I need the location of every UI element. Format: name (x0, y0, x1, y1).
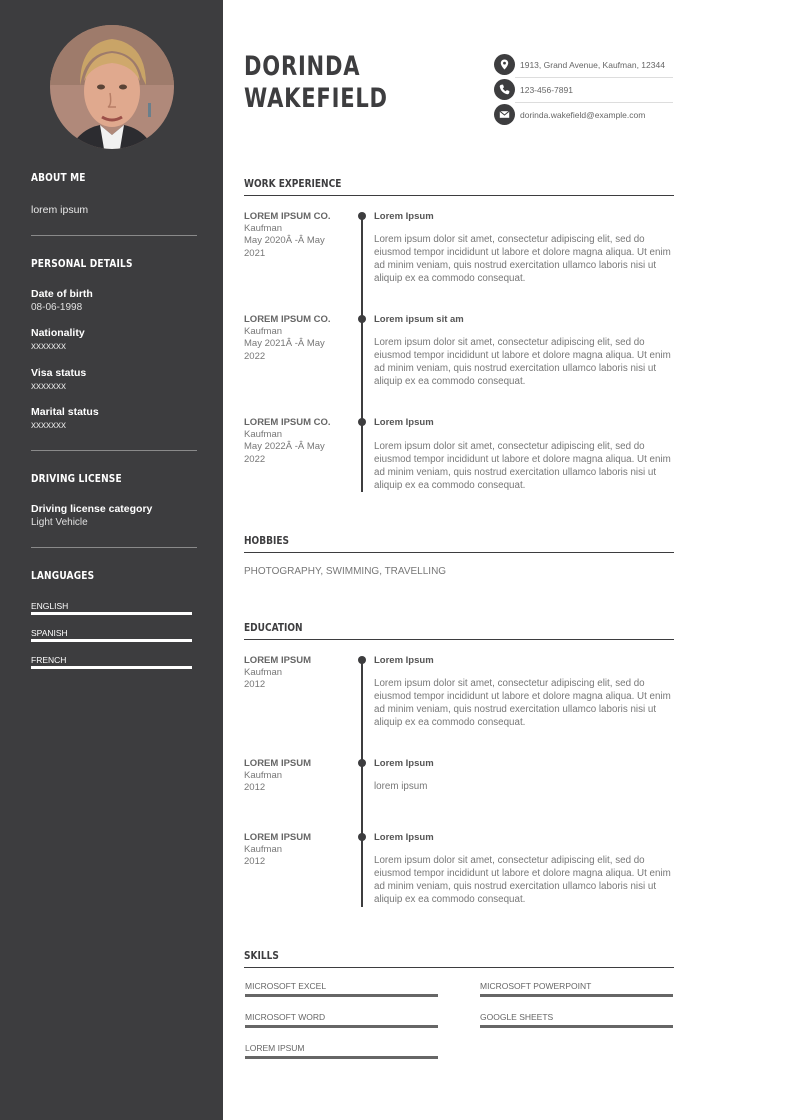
envelope-icon (494, 104, 515, 125)
education-description: Lorem ipsum dolor sit amet, consectetur adipiscing elit, sed do eiusmod tempor incididunt ut labore et dolore magna aliqua. Ut enim ad minim veniam, quis nostrud exercitation ullamco laboris nisi ut aliquip ex ea commodo consequat. (374, 855, 671, 905)
divider (31, 450, 197, 451)
skill-label: MICROSOFT EXCEL (245, 981, 327, 991)
work-org: LOREM IPSUM CO. (244, 417, 331, 428)
hobbies-heading: HOBBIES (244, 534, 289, 547)
skill-level-bar (245, 994, 438, 997)
first-name: DORINDA (244, 51, 361, 82)
work-dates: May 2021Â -Â May 2022 (244, 338, 325, 362)
education-dates: 2012 (244, 782, 266, 793)
education-title: Lorem Ipsum (374, 655, 434, 666)
skill-label: GOOGLE SHEETS (480, 1012, 554, 1022)
work-description: Lorem ipsum dolor sit amet, consectetur adipiscing elit, sed do eiusmod tempor incididunt ut labore et dolore magna aliqua. Ut enim ad minim veniam, quis nostrud exercitation ullamco laboris nisi ut aliquip ex ea commodo consequat. (374, 441, 671, 491)
location-pin-icon (494, 54, 515, 75)
dob-value: 08-06-1998 (31, 302, 83, 313)
nationality-label: Nationality (31, 327, 85, 339)
work-title: Lorem ipsum sit am (374, 314, 464, 325)
visa-label: Visa status (31, 367, 87, 379)
education-location: Kaufman (244, 844, 283, 855)
timeline-dot (358, 315, 366, 323)
work-experience-heading: WORK EXPERIENCE (244, 177, 342, 190)
section-rule (244, 639, 674, 640)
phone-text: 123-456-7891 (520, 85, 573, 95)
skill-level-bar (480, 994, 673, 997)
timeline-dot (358, 833, 366, 841)
marital-value: xxxxxxx (31, 420, 66, 431)
education-dates: 2012 (244, 679, 266, 690)
education-heading: EDUCATION (244, 621, 303, 634)
education-title: Lorem Ipsum (374, 832, 434, 843)
timeline-dot (358, 212, 366, 220)
skill-level-bar (480, 1025, 673, 1028)
work-org: LOREM IPSUM CO. (244, 314, 331, 325)
driving-category-value: Light Vehicle (31, 517, 88, 528)
phone-icon (494, 79, 515, 100)
timeline-dot (358, 759, 366, 767)
dob-label: Date of birth (31, 288, 93, 300)
marital-label: Marital status (31, 406, 99, 418)
work-location: Kaufman (244, 429, 283, 440)
language-level-bar (31, 666, 192, 669)
divider (31, 235, 197, 236)
personal-details-heading: PERSONAL DETAILS (31, 257, 133, 270)
work-dates: May 2022Â -Â May 2022 (244, 441, 325, 465)
divider (515, 102, 673, 103)
work-title: Lorem Ipsum (374, 211, 434, 222)
language-label: SPANISH (31, 628, 68, 638)
education-description: lorem ipsum (374, 781, 428, 792)
skill-level-bar (245, 1056, 438, 1059)
divider (31, 547, 197, 548)
skill-level-bar (245, 1025, 438, 1028)
education-dates: 2012 (244, 856, 266, 867)
email-text: dorinda.wakefield@example.com (520, 110, 646, 120)
driving-category-label: Driving license category (31, 503, 153, 515)
education-title: Lorem Ipsum (374, 758, 434, 769)
work-location: Kaufman (244, 223, 283, 234)
divider (515, 77, 673, 78)
work-description: Lorem ipsum dolor sit amet, consectetur adipiscing elit, sed do eiusmod tempor incididunt ut labore et dolore magna aliqua. Ut enim ad minim veniam, quis nostrud exercitation ullamco laboris nisi ut aliquip ex ea commodo consequat. (374, 234, 671, 284)
language-level-bar (31, 612, 192, 615)
education-org: LOREM IPSUM (244, 832, 312, 843)
languages-heading: LANGUAGES (31, 569, 95, 582)
section-rule (244, 552, 674, 553)
profile-photo (50, 25, 174, 149)
about-heading: ABOUT ME (31, 171, 86, 184)
education-org: LOREM IPSUM (244, 655, 312, 666)
visa-value: xxxxxxx (31, 381, 66, 392)
timeline-line (361, 216, 363, 492)
address-text: 1913, Grand Avenue, Kaufman, 12344 (520, 60, 665, 70)
driving-license-heading: DRIVING LICENSE (31, 472, 122, 485)
timeline-dot (358, 418, 366, 426)
section-rule (244, 967, 674, 968)
language-level-bar (31, 639, 192, 642)
work-dates: May 2020Â -Â May 2021 (244, 235, 325, 259)
timeline-line (361, 660, 363, 907)
sidebar (0, 0, 223, 1120)
skill-label: LOREM IPSUM (245, 1043, 305, 1053)
education-location: Kaufman (244, 667, 283, 678)
about-text: lorem ipsum (31, 204, 89, 216)
education-org: LOREM IPSUM (244, 758, 312, 769)
hobbies-text: PHOTOGRAPHY, SWIMMING, TRAVELLING (244, 566, 447, 577)
last-name: WAKEFIELD (244, 83, 388, 114)
education-location: Kaufman (244, 770, 283, 781)
work-org: LOREM IPSUM CO. (244, 211, 331, 222)
work-description: Lorem ipsum dolor sit amet, consectetur adipiscing elit, sed do eiusmod tempor incididunt ut labore et dolore magna aliqua. Ut enim ad minim veniam, quis nostrud exercitation ullamco laboris nisi ut aliquip ex ea commodo consequat. (374, 337, 671, 387)
work-title: Lorem Ipsum (374, 417, 434, 428)
skills-heading: SKILLS (244, 949, 279, 962)
skill-label: MICROSOFT POWERPOINT (480, 981, 592, 991)
language-label: ENGLISH (31, 601, 69, 611)
timeline-dot (358, 656, 366, 664)
education-description: Lorem ipsum dolor sit amet, consectetur adipiscing elit, sed do eiusmod tempor incididunt ut labore et dolore magna aliqua. Ut enim ad minim veniam, quis nostrud exercitation ullamco laboris nisi ut aliquip ex ea commodo consequat. (374, 678, 671, 728)
work-location: Kaufman (244, 326, 283, 337)
section-rule (244, 195, 674, 196)
nationality-value: xxxxxxx (31, 341, 66, 352)
language-label: FRENCH (31, 655, 67, 665)
skill-label: MICROSOFT WORD (245, 1012, 326, 1022)
